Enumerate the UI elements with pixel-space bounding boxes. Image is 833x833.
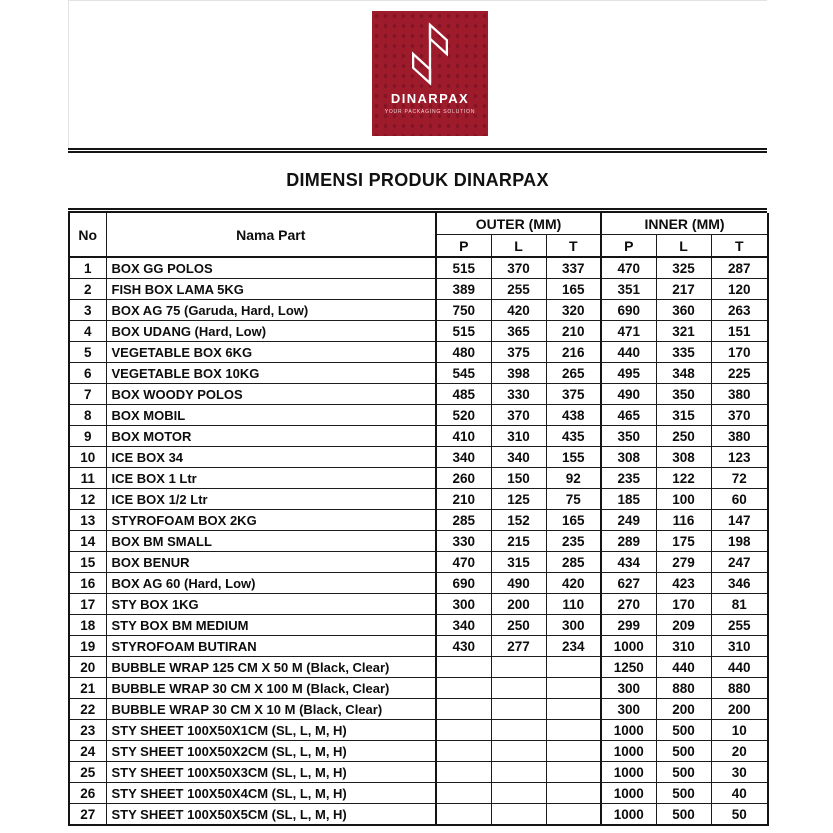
table-row xyxy=(69,405,768,426)
col-header-no: No xyxy=(69,213,106,257)
row-number: 23 xyxy=(69,720,106,741)
part-name: ICE BOX 34 xyxy=(106,447,436,468)
row-number: 10 xyxy=(69,447,106,468)
outer-t xyxy=(546,657,601,678)
inner-p: 270 xyxy=(601,594,656,615)
inner-t: 50 xyxy=(711,804,768,826)
outer-t xyxy=(546,741,601,762)
inner-t: 30 xyxy=(711,762,768,783)
inner-l: 500 xyxy=(656,741,711,762)
outer-l: 370 xyxy=(491,257,546,279)
outer-t: 210 xyxy=(546,321,601,342)
inner-l: 348 xyxy=(656,363,711,384)
row-number: 24 xyxy=(69,741,106,762)
inner-t: 380 xyxy=(711,426,768,447)
outer-p xyxy=(436,657,491,678)
part-name: BUBBLE WRAP 30 CM X 100 M (Black, Clear) xyxy=(106,678,436,699)
col-header-inner-l: L xyxy=(656,235,711,258)
part-name: FISH BOX LAMA 5KG xyxy=(106,279,436,300)
inner-t: 72 xyxy=(711,468,768,489)
part-name: STYROFOAM BOX 2KG xyxy=(106,510,436,531)
title-band xyxy=(68,148,767,213)
inner-t: 247 xyxy=(711,552,768,573)
outer-l: 490 xyxy=(491,573,546,594)
row-number: 19 xyxy=(69,636,106,657)
row-number: 12 xyxy=(69,489,106,510)
row-number: 5 xyxy=(69,342,106,363)
table-row xyxy=(69,342,768,363)
outer-p xyxy=(436,783,491,804)
inner-p: 235 xyxy=(601,468,656,489)
inner-p: 249 xyxy=(601,510,656,531)
table-row xyxy=(69,321,768,342)
inner-t: 170 xyxy=(711,342,768,363)
inner-l: 500 xyxy=(656,720,711,741)
part-name: STY SHEET 100X50X1CM (SL, L, M, H) xyxy=(106,720,436,741)
outer-t: 300 xyxy=(546,615,601,636)
outer-l: 200 xyxy=(491,594,546,615)
outer-p: 515 xyxy=(436,321,491,342)
outer-t: 438 xyxy=(546,405,601,426)
inner-l: 175 xyxy=(656,531,711,552)
col-group-outer-mm: OUTER (MM) xyxy=(436,213,601,235)
row-number: 26 xyxy=(69,783,106,804)
row-number: 27 xyxy=(69,804,106,826)
inner-l: 423 xyxy=(656,573,711,594)
outer-t xyxy=(546,720,601,741)
row-number: 25 xyxy=(69,762,106,783)
logo-brand-text: DINARPAX xyxy=(390,91,470,106)
inner-t: 200 xyxy=(711,699,768,720)
table-row xyxy=(69,594,768,615)
inner-t: 255 xyxy=(711,615,768,636)
inner-p: 1000 xyxy=(601,762,656,783)
outer-t xyxy=(546,678,601,699)
row-number: 14 xyxy=(69,531,106,552)
inner-t: 81 xyxy=(711,594,768,615)
inner-l: 500 xyxy=(656,804,711,826)
inner-t: 10 xyxy=(711,720,768,741)
inner-l: 209 xyxy=(656,615,711,636)
inner-l: 250 xyxy=(656,426,711,447)
inner-t: 40 xyxy=(711,783,768,804)
outer-p: 520 xyxy=(436,405,491,426)
inner-l: 325 xyxy=(656,257,711,279)
inner-t: 346 xyxy=(711,573,768,594)
row-number: 18 xyxy=(69,615,106,636)
outer-l: 150 xyxy=(491,468,546,489)
inner-p: 289 xyxy=(601,531,656,552)
table-row xyxy=(69,300,768,321)
table-row xyxy=(69,468,768,489)
part-name: BOX AG 75 (Garuda, Hard, Low) xyxy=(106,300,436,321)
outer-t: 234 xyxy=(546,636,601,657)
row-number: 2 xyxy=(69,279,106,300)
outer-p: 300 xyxy=(436,594,491,615)
table-row xyxy=(69,384,768,405)
row-number: 22 xyxy=(69,699,106,720)
row-number: 16 xyxy=(69,573,106,594)
inner-l: 321 xyxy=(656,321,711,342)
inner-p: 440 xyxy=(601,342,656,363)
outer-p: 470 xyxy=(436,552,491,573)
outer-l xyxy=(491,657,546,678)
inner-l: 880 xyxy=(656,678,711,699)
outer-t: 435 xyxy=(546,426,601,447)
table-row xyxy=(69,699,768,720)
inner-l: 116 xyxy=(656,510,711,531)
outer-p: 750 xyxy=(436,300,491,321)
part-name: STY SHEET 100X50X4CM (SL, L, M, H) xyxy=(106,783,436,804)
outer-t xyxy=(546,699,601,720)
outer-t: 265 xyxy=(546,363,601,384)
row-number: 9 xyxy=(69,426,106,447)
inner-t: 310 xyxy=(711,636,768,657)
inner-l: 335 xyxy=(656,342,711,363)
col-header-outer-l: L xyxy=(491,235,546,258)
row-number: 15 xyxy=(69,552,106,573)
inner-t: 147 xyxy=(711,510,768,531)
inner-t: 123 xyxy=(711,447,768,468)
outer-l: 420 xyxy=(491,300,546,321)
inner-p: 1250 xyxy=(601,657,656,678)
outer-p xyxy=(436,678,491,699)
table-row xyxy=(69,447,768,468)
outer-t: 92 xyxy=(546,468,601,489)
outer-t: 155 xyxy=(546,447,601,468)
inner-l: 200 xyxy=(656,699,711,720)
inner-t: 120 xyxy=(711,279,768,300)
outer-t xyxy=(546,783,601,804)
outer-p xyxy=(436,804,491,826)
outer-l: 398 xyxy=(491,363,546,384)
outer-p: 340 xyxy=(436,615,491,636)
row-number: 4 xyxy=(69,321,106,342)
inner-l: 315 xyxy=(656,405,711,426)
inner-p: 627 xyxy=(601,573,656,594)
inner-p: 1000 xyxy=(601,720,656,741)
part-name: VEGETABLE BOX 10KG xyxy=(106,363,436,384)
inner-p: 465 xyxy=(601,405,656,426)
part-name: STY BOX BM MEDIUM xyxy=(106,615,436,636)
dimensions-table xyxy=(68,213,769,826)
part-name: VEGETABLE BOX 6KG xyxy=(106,342,436,363)
part-name: BOX BM SMALL xyxy=(106,531,436,552)
dinarpax-logo xyxy=(372,11,488,136)
outer-l xyxy=(491,783,546,804)
outer-l: 215 xyxy=(491,531,546,552)
inner-l: 217 xyxy=(656,279,711,300)
inner-l: 350 xyxy=(656,384,711,405)
part-name: BOX MOBIL xyxy=(106,405,436,426)
outer-p: 389 xyxy=(436,279,491,300)
inner-p: 299 xyxy=(601,615,656,636)
row-number: 13 xyxy=(69,510,106,531)
outer-t: 285 xyxy=(546,552,601,573)
inner-p: 308 xyxy=(601,447,656,468)
row-number: 6 xyxy=(69,363,106,384)
inner-t: 60 xyxy=(711,489,768,510)
outer-l: 125 xyxy=(491,489,546,510)
table-row xyxy=(69,531,768,552)
outer-l: 330 xyxy=(491,384,546,405)
row-number: 3 xyxy=(69,300,106,321)
outer-p xyxy=(436,720,491,741)
inner-l: 500 xyxy=(656,783,711,804)
outer-p: 330 xyxy=(436,531,491,552)
outer-p: 340 xyxy=(436,447,491,468)
inner-t: 151 xyxy=(711,321,768,342)
page-title: DIMENSI PRODUK DINARPAX xyxy=(286,170,549,190)
col-header-inner-t: T xyxy=(711,235,768,258)
row-number: 1 xyxy=(69,257,106,279)
inner-p: 471 xyxy=(601,321,656,342)
inner-p: 490 xyxy=(601,384,656,405)
inner-t: 440 xyxy=(711,657,768,678)
inner-l: 122 xyxy=(656,468,711,489)
part-name: BOX AG 60 (Hard, Low) xyxy=(106,573,436,594)
outer-p xyxy=(436,762,491,783)
part-name: STY BOX 1KG xyxy=(106,594,436,615)
header-band xyxy=(68,0,767,148)
table-row xyxy=(69,489,768,510)
outer-l xyxy=(491,762,546,783)
table-row xyxy=(69,741,768,762)
outer-p: 690 xyxy=(436,573,491,594)
outer-l xyxy=(491,720,546,741)
outer-t: 320 xyxy=(546,300,601,321)
inner-p: 1000 xyxy=(601,636,656,657)
table-row xyxy=(69,762,768,783)
outer-p: 430 xyxy=(436,636,491,657)
inner-l: 279 xyxy=(656,552,711,573)
part-name: ICE BOX 1/2 Ltr xyxy=(106,489,436,510)
outer-t xyxy=(546,804,601,826)
outer-p: 480 xyxy=(436,342,491,363)
outer-t: 110 xyxy=(546,594,601,615)
part-name: BOX BENUR xyxy=(106,552,436,573)
inner-p: 300 xyxy=(601,678,656,699)
table-row xyxy=(69,363,768,384)
col-header-outer-p: P xyxy=(436,235,491,258)
inner-p: 495 xyxy=(601,363,656,384)
outer-p xyxy=(436,741,491,762)
inner-p: 1000 xyxy=(601,783,656,804)
inner-p: 470 xyxy=(601,257,656,279)
inner-p: 300 xyxy=(601,699,656,720)
outer-t: 165 xyxy=(546,279,601,300)
outer-p: 515 xyxy=(436,257,491,279)
outer-l: 250 xyxy=(491,615,546,636)
part-name: BOX UDANG (Hard, Low) xyxy=(106,321,436,342)
table-body xyxy=(69,257,768,825)
outer-p: 545 xyxy=(436,363,491,384)
row-number: 7 xyxy=(69,384,106,405)
part-name: BOX MOTOR xyxy=(106,426,436,447)
outer-l xyxy=(491,699,546,720)
outer-l: 365 xyxy=(491,321,546,342)
outer-t: 216 xyxy=(546,342,601,363)
table-row xyxy=(69,657,768,678)
part-name: BUBBLE WRAP 30 CM X 10 M (Black, Clear) xyxy=(106,699,436,720)
col-header-nama-part: Nama Part xyxy=(106,213,436,257)
part-name: ICE BOX 1 Ltr xyxy=(106,468,436,489)
outer-p: 285 xyxy=(436,510,491,531)
inner-p: 690 xyxy=(601,300,656,321)
part-name: BOX GG POLOS xyxy=(106,257,436,279)
dinarpax-ribbon-icon xyxy=(407,21,453,87)
outer-l: 277 xyxy=(491,636,546,657)
table-row xyxy=(69,720,768,741)
inner-l: 360 xyxy=(656,300,711,321)
part-name: STY SHEET 100X50X2CM (SL, L, M, H) xyxy=(106,741,436,762)
outer-l: 315 xyxy=(491,552,546,573)
row-number: 8 xyxy=(69,405,106,426)
inner-l: 310 xyxy=(656,636,711,657)
table-row xyxy=(69,426,768,447)
row-number: 21 xyxy=(69,678,106,699)
col-header-inner-p: P xyxy=(601,235,656,258)
outer-l: 255 xyxy=(491,279,546,300)
outer-l: 310 xyxy=(491,426,546,447)
outer-l xyxy=(491,741,546,762)
inner-l: 170 xyxy=(656,594,711,615)
part-name: BOX WOODY POLOS xyxy=(106,384,436,405)
table-row xyxy=(69,636,768,657)
outer-l: 152 xyxy=(491,510,546,531)
outer-l: 340 xyxy=(491,447,546,468)
inner-p: 1000 xyxy=(601,741,656,762)
row-number: 11 xyxy=(69,468,106,489)
table-row xyxy=(69,783,768,804)
table-row xyxy=(69,510,768,531)
inner-l: 500 xyxy=(656,762,711,783)
outer-t: 165 xyxy=(546,510,601,531)
inner-t: 198 xyxy=(711,531,768,552)
inner-t: 225 xyxy=(711,363,768,384)
outer-l xyxy=(491,678,546,699)
table-row xyxy=(69,552,768,573)
part-name: STY SHEET 100X50X3CM (SL, L, M, H) xyxy=(106,762,436,783)
inner-p: 350 xyxy=(601,426,656,447)
inner-t: 880 xyxy=(711,678,768,699)
part-name: STYROFOAM BUTIRAN xyxy=(106,636,436,657)
outer-t: 420 xyxy=(546,573,601,594)
part-name: BUBBLE WRAP 125 CM X 50 M (Black, Clear) xyxy=(106,657,436,678)
outer-p: 260 xyxy=(436,468,491,489)
table-row xyxy=(69,678,768,699)
inner-p: 434 xyxy=(601,552,656,573)
outer-l: 375 xyxy=(491,342,546,363)
row-number: 17 xyxy=(69,594,106,615)
outer-t: 375 xyxy=(546,384,601,405)
outer-l xyxy=(491,804,546,826)
inner-p: 185 xyxy=(601,489,656,510)
table-row xyxy=(69,257,768,279)
row-number: 20 xyxy=(69,657,106,678)
part-name: STY SHEET 100X50X5CM (SL, L, M, H) xyxy=(106,804,436,826)
outer-p: 410 xyxy=(436,426,491,447)
logo-tagline-text: YOUR PACKAGING SOLUTION xyxy=(384,109,476,115)
inner-l: 308 xyxy=(656,447,711,468)
outer-t: 337 xyxy=(546,257,601,279)
inner-t: 263 xyxy=(711,300,768,321)
table-row xyxy=(69,615,768,636)
table-row xyxy=(69,573,768,594)
outer-t: 235 xyxy=(546,531,601,552)
inner-l: 100 xyxy=(656,489,711,510)
table-row xyxy=(69,804,768,826)
inner-p: 1000 xyxy=(601,804,656,826)
inner-t: 380 xyxy=(711,384,768,405)
col-header-outer-t: T xyxy=(546,235,601,258)
inner-t: 287 xyxy=(711,257,768,279)
inner-t: 370 xyxy=(711,405,768,426)
outer-p xyxy=(436,699,491,720)
table-row xyxy=(69,279,768,300)
outer-t xyxy=(546,762,601,783)
col-group-inner-mm: INNER (MM) xyxy=(601,213,768,235)
inner-l: 440 xyxy=(656,657,711,678)
outer-p: 485 xyxy=(436,384,491,405)
inner-t: 20 xyxy=(711,741,768,762)
outer-p: 210 xyxy=(436,489,491,510)
inner-p: 351 xyxy=(601,279,656,300)
outer-t: 75 xyxy=(546,489,601,510)
table-header xyxy=(69,213,768,257)
outer-l: 370 xyxy=(491,405,546,426)
